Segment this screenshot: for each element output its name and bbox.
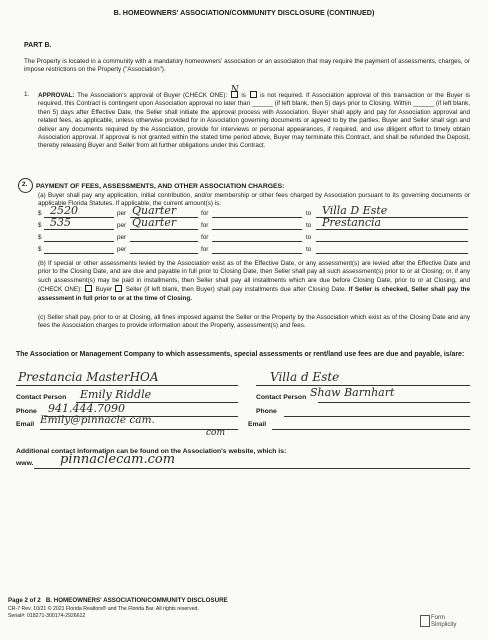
fee-underline (44, 253, 114, 254)
left-email-value: Emily@pinnacle cam. (40, 414, 155, 426)
right-contact-label: Contact Person (256, 394, 307, 401)
left-email-label: Email (16, 421, 35, 428)
left-contact-value: Emily Riddle (80, 388, 152, 401)
fee-per-value: Quarter (132, 216, 177, 229)
fees-title: PAYMENT OF FEES, ASSESSMENTS, AND OTHER ASSOCIATION CHARGES: (36, 183, 285, 190)
fees-b-seller-checkbox[interactable] (115, 285, 122, 292)
fee-per-value: Quarter (132, 204, 177, 217)
footer-brand (431, 615, 456, 628)
left-phone-label: Phone (16, 408, 37, 415)
fee-to-label: to (306, 234, 312, 241)
fee-amount-value: 2520 (50, 204, 78, 217)
fee-to-label: to (306, 246, 312, 253)
fee-per-label: per (117, 222, 127, 229)
right-association-name: Villa d Este (270, 370, 340, 384)
fee-underline (212, 253, 302, 254)
fee-underline (316, 253, 468, 254)
fee-underline (316, 241, 468, 242)
fees-b-text: (b) If special or other assessments levied by the Association exist as of the Effective Date, or any assessment(s) are levied after the Effective Date and prior to the Closing Date, and are due and payable in full prior to Closing Date, then Seller shall pay all such assessment(s) prior to or at Closing; or, if any such assessment(s) may be paid in installments, then Seller shall pay all installments which are due before Closing Date, prior to or at Closing, and (CHECK ONE): (38, 260, 470, 294)
fee-underline (130, 241, 198, 242)
part-label: PART B. (24, 42, 52, 49)
website-prefix: www. (16, 460, 34, 467)
footer-line-3: Serial#: 018271-300174-2926612 (8, 613, 86, 619)
left-email-value-2: com (206, 428, 225, 438)
fees-b-buyer-checkbox[interactable] (85, 285, 92, 292)
fee-dollar-label: $ (38, 234, 42, 241)
fee-per-label: per (117, 234, 127, 241)
fee-to-label: to (306, 222, 312, 229)
fee-to-label: to (306, 210, 312, 217)
approval-handwritten-mark: N (230, 85, 239, 95)
fees-number: 2. (22, 181, 28, 188)
footer-brand-2: Simplicity (431, 621, 457, 628)
form-header-title: B. HOMEOWNERS' ASSOCIATION/COMMUNITY DISCLOSURE (CONTINUED) (113, 8, 375, 17)
fees-c-paragraph: (c) Seller shall pay, prior to or at Closing, all fines imposed against the Seller or the Property by the Association which exist as of the Closing Date and any fees the Association charges to provide information about the Property, assessment(s) and fees. (38, 314, 470, 330)
fee-underline (316, 229, 468, 230)
approval-required-checkbox[interactable] (230, 85, 239, 98)
fee-underline (44, 229, 114, 230)
approval-label: APPROVAL: (38, 92, 75, 99)
right-phone-label: Phone (256, 408, 277, 415)
fee-dollar-label: $ (38, 210, 42, 217)
fee-for-label: for (201, 234, 209, 241)
website-value: pinnaclecam.com (60, 452, 176, 467)
fee-for-label: for (201, 222, 209, 229)
right-email-label: Email (248, 421, 267, 428)
fee-underline (130, 253, 198, 254)
intro-paragraph: The Property is located in a community with a mandatory homeowners' association or an association that may require the payment of assessments, charges, or impose restrictions on the Property ("Association"). (24, 58, 470, 74)
fee-to-value: Prestancia (322, 216, 382, 229)
fee-to-value: Villa D Este (322, 204, 388, 217)
footer-brand-1: Form (431, 615, 445, 621)
fee-for-label: for (201, 210, 209, 217)
website-heading: Additional contact information can be found on the Association's website, which is: (16, 448, 287, 455)
fee-for-label: for (201, 246, 209, 253)
footer-line-1 (8, 598, 228, 605)
left-phone-value: 941.444.7090 (48, 402, 125, 415)
form-simplicity-logo-icon (420, 615, 430, 627)
approval-number: 1. (24, 91, 30, 98)
fee-amount-value: 535 (50, 216, 71, 229)
approval-text-b: is (241, 92, 246, 99)
left-contact-label: Contact Person (16, 394, 67, 401)
fee-per-label: per (117, 210, 127, 217)
fee-dollar-label: $ (38, 222, 42, 229)
fees-b-buyer-label: Buyer (95, 286, 113, 294)
right-contact-value: Shaw Barnhart (310, 386, 395, 399)
left-association-name: Prestancia MasterHOA (18, 370, 159, 384)
fees-b-seller-label: Seller (if left blank, then Buyer) shall pay installments due after Closing Date. (125, 286, 347, 294)
approval-paragraph (38, 85, 471, 151)
fee-underline (212, 229, 302, 230)
fee-dollar-label: $ (38, 246, 42, 253)
fee-per-label: per (117, 246, 127, 253)
fee-underline (212, 241, 302, 242)
fee-underline (212, 217, 302, 218)
footer-page: Page 2 of 2 (8, 597, 41, 604)
approval-not-required-checkbox[interactable] (250, 91, 257, 98)
fee-underline (44, 241, 114, 242)
fees-a-intro: (a) Buyer shall pay any application, initial contribution, and/or membership or other fees charged by Association pursuant to its governing documents or applicable Florida Statutes. If applicable, the current amount(s) is: (38, 192, 470, 208)
fee-underline (130, 229, 198, 230)
footer-title: B. HOMEOWNERS' ASSOCIATION/COMMUNITY DISCLOSURE (45, 597, 228, 604)
approval-text-a: The Association's approval of Buyer (CHECK ONE): (77, 92, 228, 99)
footer-line-2: CR-7 Rev. 10/21 © 2021 Florida Realtors® and The Florida Bar. All rights reserved. (8, 606, 199, 612)
fees-b-bold: If Seller is checked, Seller shall pay the assessment in full prior to or at the time of Closing. (38, 286, 471, 302)
company-heading: The Association or Management Company to which assessments, special assessments or rent/land use fees are due and payable, is/are: (16, 351, 465, 358)
fees-b-paragraph (38, 260, 470, 303)
approval-text-c: is not required. If Association approval of this transaction or the Buyer is required, this Contract is contingent upon Association approval no later than ______ (if left blank, then 5) days prior to Closing. Within ______ (if left blank, then 5) days after Effective Date, the Seller shall initiate the approval process with Association. Buyer shall apply and pay for Association approval and related fees, as applicable, unless otherwise provided for in Association governing documents or agreed to by the parties. Buyer and Seller shall sign and deliver any documents required by the Association, provide for interviews or personal appearances, if required, and use diligent effort to timely obtain Association approval. If approval is not granted within the stated time period above, Buyer may terminate this Contract, and shall be refunded the Deposit, thereby releasing Buyer and Seller from all further obligations under this Contract. (38, 92, 471, 150)
